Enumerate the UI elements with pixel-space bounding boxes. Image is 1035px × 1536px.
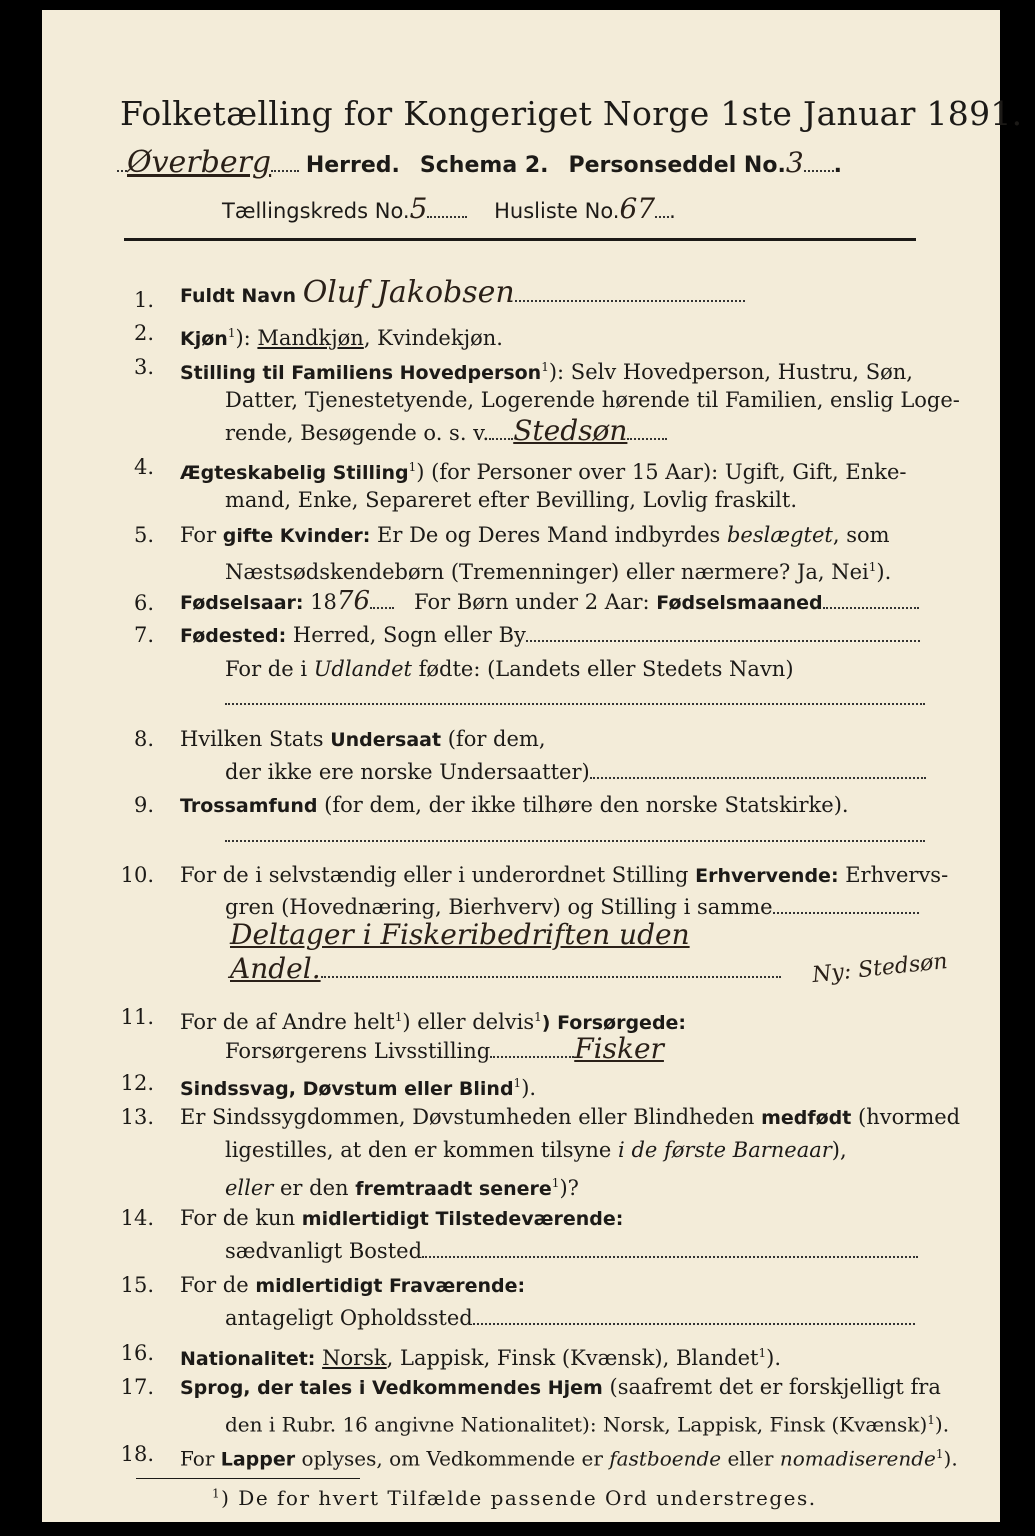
q15-line2: antageligt Opholdssted — [225, 1305, 915, 1331]
q3-label: Stilling til Familiens Hovedperson — [180, 362, 542, 384]
kreds-line: Tællingskreds No.5 Husliste No.67 . — [222, 192, 676, 225]
herred-line: Øverberg Herred. Schema 2. Personseddel No.3 . — [117, 150, 842, 179]
q1-number: 1. — [133, 288, 154, 312]
q13-line2: ligestilles, at den er kommen tilsyne i de første Barneaar), — [225, 1138, 847, 1162]
q1-value: Oluf Jakobsen — [302, 275, 515, 310]
q14-line1: For de kun midlertidigt Tilstedeværende: — [180, 1206, 624, 1230]
q16-number: 16. — [120, 1341, 154, 1365]
q6-number: 6. — [133, 591, 154, 615]
q10-value-line1 — [230, 918, 690, 951]
census-form — [42, 10, 1023, 1522]
footnote-rule — [136, 1478, 360, 1479]
schema-label: Schema 2. — [419, 153, 549, 178]
q17-line1: Sprog, der tales i Vedkommendes Hjem (saafremt det er forskjelligt fra — [180, 1375, 941, 1399]
q2-line: Kjøn$^1$): Mandkjøn, Kvindekjøn. — [180, 326, 503, 350]
husliste-label: Husliste No. — [494, 199, 620, 223]
q1-label: Fuldt Navn — [180, 285, 297, 307]
q5-number: 5. — [133, 523, 154, 547]
q16-line: Nationalitet: Norsk, Lappisk, Finsk (Kvænsk), Blandet$^1$). — [180, 1346, 781, 1370]
q4-number: 4. — [133, 455, 154, 479]
q10-label: Erhvervende: — [695, 865, 839, 887]
q5-line1: For gifte Kvinder: Er De og Deres Mand indbyrdes beslægtet, som — [180, 523, 890, 547]
q10-number: 10. — [120, 863, 154, 887]
q16-label: Nationalitet: — [180, 1348, 316, 1370]
q13-line3: eller er den fremtraadt senere$^1$)? — [225, 1176, 579, 1200]
header-rule — [124, 238, 916, 241]
q2-label: Kjøn — [180, 328, 228, 350]
q3-line1: Stilling til Familiens Hovedperson$^1$): Selv Hovedperson, Hustru, Søn, — [180, 360, 913, 384]
q12-number: 12. — [120, 1071, 154, 1095]
q4-line1: Ægteskabelig Stilling$^1$) (for Personer over 15 Aar): Ugift, Gift, Enke- — [180, 460, 907, 484]
q9-answer-line — [225, 822, 925, 848]
herred-label: Herred. — [305, 153, 400, 178]
q7-number: 7. — [133, 623, 154, 647]
q4-line2: mand, Enke, Separeret efter Bevilling, Lovlig fraskilt. — [225, 488, 798, 512]
q7-answer-line — [225, 685, 925, 711]
q4-label: Ægteskabelig Stilling — [180, 462, 409, 484]
q11-line2: Forsørgerens Livsstilling Fisker — [225, 1032, 664, 1065]
q9-number: 9. — [133, 793, 154, 817]
q9-line: Trossamfund (for dem, der ikke tilhøre den norske Statskirke). — [180, 793, 849, 817]
q8-line2: der ikke ere norske Undersaatter) — [225, 759, 926, 785]
form-title: Folketælling for Kongeriget Norge 1ste Januar 1891. — [120, 94, 1023, 133]
q14-line2: sædvanligt Bosted — [225, 1238, 918, 1264]
q5-label: gifte Kvinder: — [222, 525, 371, 547]
q9-label: Trossamfund — [180, 795, 318, 817]
q15-label: midlertidigt Fraværende: — [255, 1275, 526, 1297]
q13-label: medfødt — [761, 1107, 852, 1129]
q8-label: Undersaat — [330, 729, 442, 751]
q6-label: Fødselsaar: — [180, 592, 304, 614]
q10-margin-note: Ny: Stedsøn — [811, 948, 949, 989]
q13-number: 13. — [120, 1105, 154, 1129]
q6-year-value: 76 — [336, 586, 371, 616]
q10-value1: Deltager i Fiskeribedriften uden — [230, 918, 690, 951]
q14-number: 14. — [120, 1206, 154, 1230]
q10-line1: For de i selvstændig eller i underordnet Stilling Erhvervende: Erhvervs- — [180, 863, 949, 887]
herred-name: Øverberg — [127, 145, 272, 180]
q1-line — [180, 275, 745, 310]
personseddel-no: 3 — [785, 146, 804, 179]
husliste-no: 67 — [619, 192, 656, 225]
q18-line: For Lapper oplyses, om Vedkommende er fastboende eller nomadiserende$^1$). — [180, 1446, 958, 1471]
q7-line1: Fødested: Herred, Sogn eller By — [180, 622, 920, 649]
footnote: $^1$) De for hvert Tilfælde passende Ord understreges. — [212, 1486, 817, 1510]
q15-line1: For de midlertidigt Fraværende: — [180, 1273, 526, 1297]
q12-label: Sindssvag, Døvstum eller Blind — [180, 1078, 514, 1100]
q3-line2: Datter, Tjenestetyende, Logerende hørende til Familien, enslig Loge- — [225, 388, 960, 412]
q13-line1: Er Sindssygdommen, Døvstumheden eller Blindheden medfødt (hvormed — [180, 1105, 961, 1129]
q3-line3: rende, Besøgende o. s. v. Stedsøn — [225, 418, 667, 446]
kreds-label: Tællingskreds No. — [222, 199, 410, 223]
q10-line2: gren (Hovednæring, Bierhverv) og Stilling i samme — [225, 894, 919, 920]
kreds-no: 5 — [409, 192, 428, 225]
q10-value2: Andel. — [230, 952, 321, 985]
q17-number: 17. — [120, 1375, 154, 1399]
q17-line2: den i Rubr. 16 angivne Nationalitet): Norsk, Lappisk, Finsk (Kvænsk)$^1$). — [225, 1412, 950, 1437]
q8-line1: Hvilken Stats Undersaat (for dem, — [180, 727, 546, 751]
q14-label: midlertidigt Tilstedeværende: — [301, 1208, 624, 1230]
q5-line2: Næstsødskendebørn (Tremenninger) eller nærmere? Ja, Nei$^1$). — [225, 560, 892, 584]
q18-label: Lapper — [220, 1448, 296, 1471]
q6-line: Fødselsaar: 1876 For Børn under 2 Aar: Fødselsmaaned — [180, 588, 919, 616]
q2-selected-option: Mandkjøn — [257, 326, 364, 350]
q16-selected-option: Norsk — [322, 1346, 387, 1370]
q11-line1: For de af Andre helt$^1$) eller delvis$^1$) Forsørgede: — [180, 1010, 687, 1034]
q3-value: Stedsøn — [513, 414, 628, 447]
q17-label: Sprog, der tales i Vedkommendes Hjem — [180, 1377, 603, 1399]
q15-number: 15. — [120, 1273, 154, 1297]
q11-value: Fisker — [574, 1032, 664, 1065]
q7-line2: For de i Udlandet fødte: (Landets eller Stedets Navn) — [225, 657, 794, 681]
q2-number: 2. — [133, 321, 154, 345]
q8-number: 8. — [133, 727, 154, 751]
q11-label: ) Forsørgede: — [541, 1012, 687, 1034]
q3-number: 3. — [133, 355, 154, 379]
personseddel-label: Personseddel No. — [568, 153, 786, 178]
q11-number: 11. — [120, 1005, 154, 1029]
q12-line: Sindssvag, Døvstum eller Blind$^1$). — [180, 1076, 537, 1100]
q18-number: 18. — [120, 1442, 154, 1466]
q7-label: Fødested: — [180, 625, 287, 647]
q10-value-line2 — [230, 952, 781, 985]
